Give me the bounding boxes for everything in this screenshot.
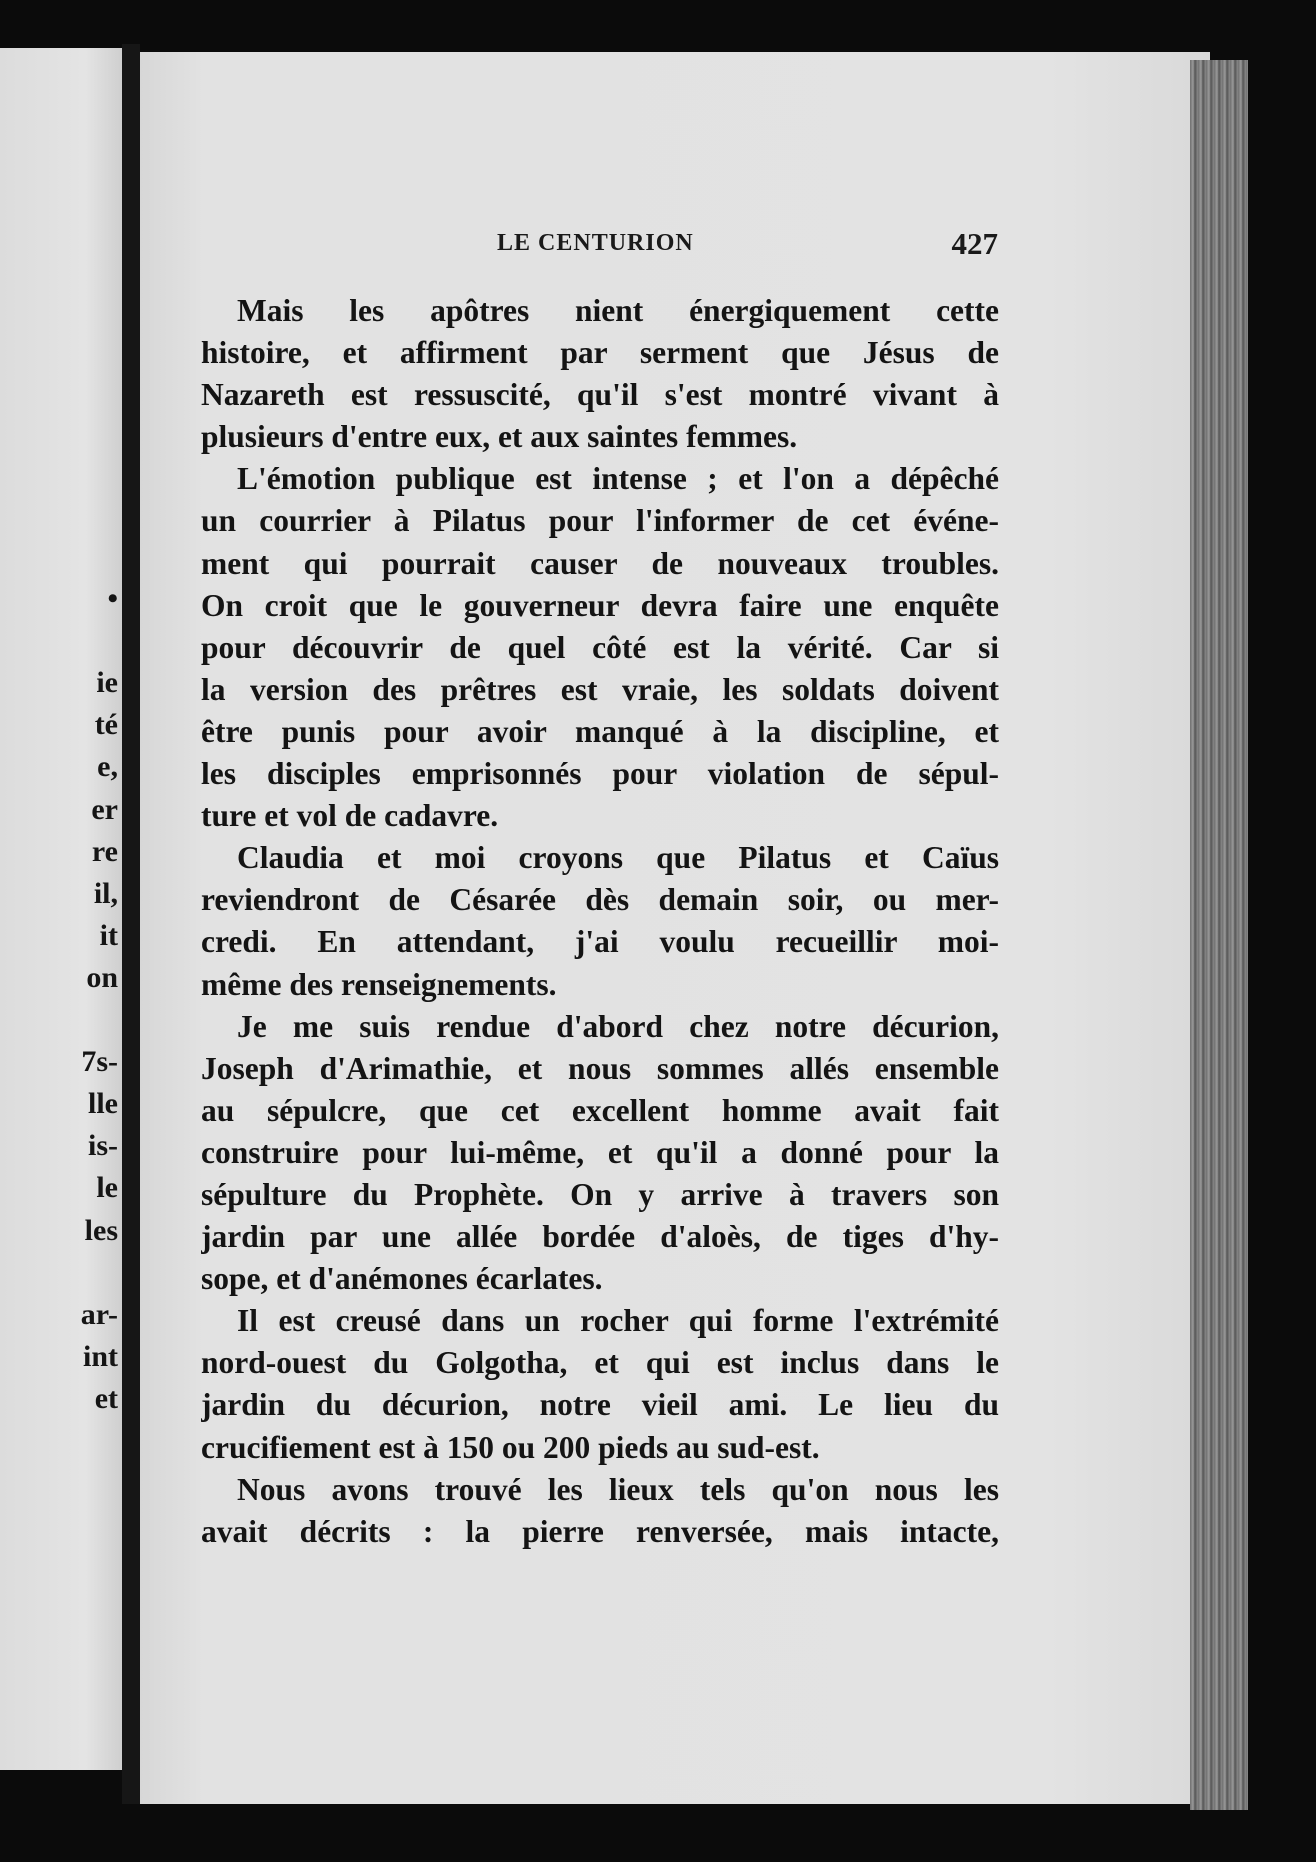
text-line: avait décrits : la pierre renversée, mais intacte,: [201, 1513, 999, 1549]
text-line: Mais les apôtres nient énergiquement cette: [237, 293, 999, 328]
text-line: pour découvrir de quel côté est la vérité. Car si: [201, 629, 999, 665]
facing-page-text: is-: [88, 1129, 118, 1163]
facing-page-text: et: [94, 1381, 118, 1415]
running-title: LE CENTURION: [497, 230, 694, 256]
facing-page-text: •: [107, 582, 118, 615]
book-gutter: [122, 44, 140, 1804]
text-line: ture et vol de cadavre.: [201, 798, 499, 834]
text-line: la version des prêtres est vraie, les soldats doivent: [201, 671, 999, 707]
text-line: crucifiement est à 150 ou 200 pieds au sud-est.: [201, 1429, 820, 1465]
text-line: credi. En attendant, j'ai voulu recueillir moi-: [201, 924, 999, 960]
facing-page-text: on: [86, 960, 118, 994]
text-line: nord-ouest du Golgotha, et qui est inclus dans le: [201, 1345, 999, 1381]
text-line: On croit que le gouverneur devra faire une enquête: [201, 587, 999, 623]
text-line: les disciples emprisonnés pour violation de sépul-: [201, 756, 999, 792]
text-line: jardin du décurion, notre vieil ami. Le lieu du: [201, 1387, 999, 1423]
page-edge: [1190, 60, 1248, 1810]
facing-page-text: e,: [97, 750, 118, 784]
text-line: sépulture du Prophète. On y arrive à travers son: [201, 1176, 999, 1212]
facing-page-text: 7s-: [81, 1045, 118, 1079]
facing-page-text: il,: [93, 876, 118, 910]
facing-page-fragment: [0, 48, 122, 1770]
text-line: Il est creusé dans un rocher qui forme l'extrémité: [237, 1303, 999, 1339]
text-line: construire pour lui-même, et qu'il a donné pour la: [201, 1134, 999, 1170]
text-line: Nazareth est ressuscité, qu'il s'est montré vivant à: [201, 377, 999, 413]
facing-page-text: les: [84, 1213, 118, 1247]
text-line: au sépulcre, que cet excellent homme avait fait: [201, 1092, 999, 1128]
facing-page-text: té: [94, 708, 118, 742]
facing-page-text: le: [96, 1171, 118, 1205]
page-number: 427: [951, 226, 998, 261]
text-line: plusieurs d'entre eux, et aux saintes femmes.: [201, 419, 798, 455]
text-line: Claudia et moi croyons que Pilatus et Caïus: [237, 840, 999, 876]
facing-page-text: it: [99, 918, 118, 952]
text-line: Joseph d'Arimathie, et nous sommes allés ensemble: [201, 1050, 999, 1086]
text-line: Nous avons trouvé les lieux tels qu'on nous les: [237, 1471, 999, 1507]
text-line: jardin par une allée bordée d'aloès, de tiges d'hy-: [201, 1219, 999, 1255]
running-head: [200, 226, 998, 266]
text-line: histoire, et affirment par serment que Jésus de: [201, 335, 999, 371]
facing-page-text: int: [82, 1339, 118, 1373]
body-text: [201, 290, 999, 1553]
text-line: sope, et d'anémones écarlates.: [201, 1261, 603, 1297]
text-line: reviendront de Césarée dès demain soir, ou mer-: [201, 882, 999, 918]
text-line: L'émotion publique est intense ; et l'on a dépêché: [237, 461, 999, 497]
facing-page-text: ie: [96, 666, 118, 700]
facing-page-text: ar-: [80, 1297, 118, 1331]
text-line: Je me suis rendue d'abord chez notre décurion,: [237, 1008, 999, 1044]
text-line: un courrier à Pilatus pour l'informer de cet événe-: [201, 503, 999, 539]
facing-page-text: lle: [88, 1087, 118, 1121]
text-line: même des renseignements.: [201, 966, 557, 1002]
facing-page-text: er: [91, 792, 118, 826]
text-line: être punis pour avoir manqué à la discipline, et: [201, 713, 999, 749]
text-line: ment qui pourrait causer de nouveaux troubles.: [201, 545, 999, 581]
facing-page-text: re: [91, 834, 118, 868]
